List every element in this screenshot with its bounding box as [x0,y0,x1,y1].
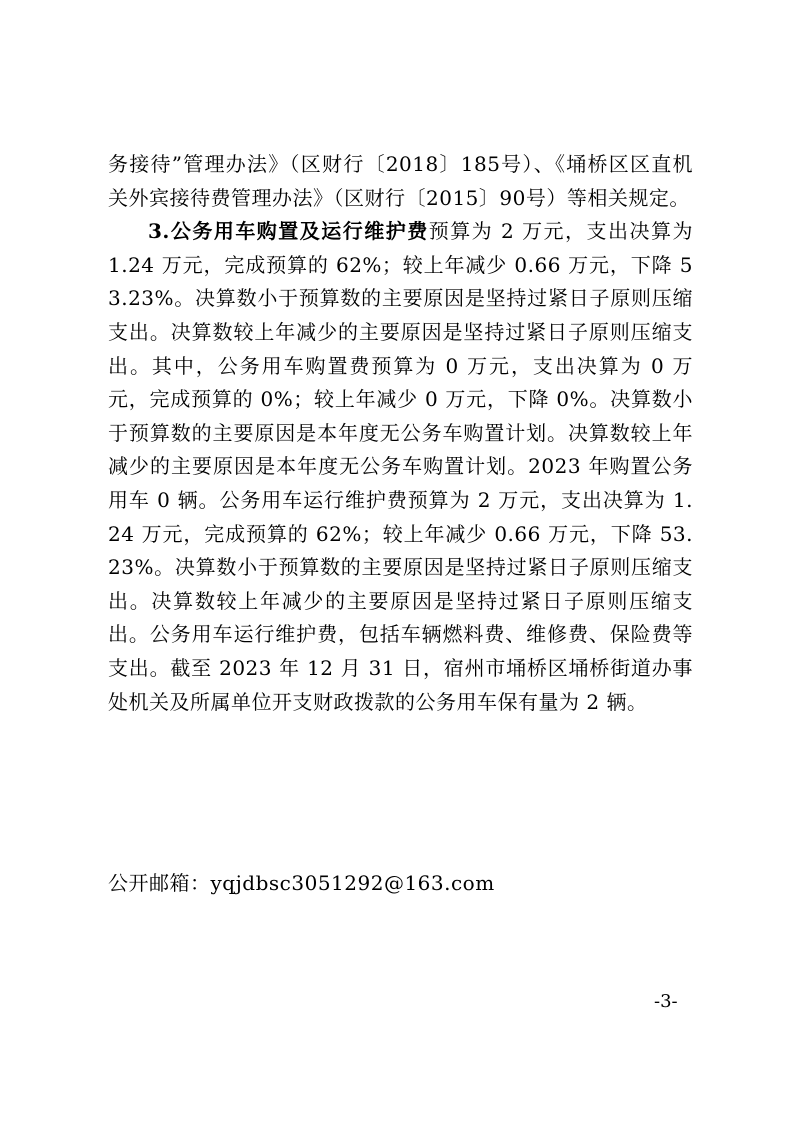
page-number: -3- [654,991,678,1012]
section-3-body: 预算为 2 万元，支出决算为 1.24 万元，完成预算的 62%；较上年减少 0.66 万元，下降 53.23%。决算数小于预算数的主要原因是坚持过紧日子原则压缩支出。决算数较上年减少的主要原因是坚持过紧日子原则压缩支出。其中，公务用车购置费预算为 0 万元，支出决算为 0 万元，完成预算的 0%；较上年减少 0 万元，下降 0%。决算数小于预算数的主要原因是本年度无公务车购置计划。决算数较上年减少的主要原因是本年度无公务车购置计划。2023 年购置公务用车 0 辆。公务用车运行维护费预算为 2 万元，支出决算为 1.24 万元，完成预算的 62%；较上年减少 0.66 万元，下降 53.23%。决算数小于预算数的主要原因是坚持过紧日子原则压缩支出。决算数较上年减少的主要原因是坚持过紧日子原则压缩支出。公务用车运行维护费，包括车辆燃料费、维修费、保险费等支出。截至 2023 年 12 月 31 日，宿州市埇桥区埇桥街道办事处机关及所属单位开支财政拨款的公务用车保有量为 2 辆。 [108,219,693,714]
paragraph-continued: 务接待”管理办法》（区财行〔2018〕185号）、《埇桥区区直机关外宾接待费管理办法》（区财行〔2015〕90号）等相关规定。 [108,152,693,210]
contact-email-address[interactable]: yqjdbsc3051292@163.com [210,871,495,895]
contact-email-line [108,867,495,900]
section-3-paragraph [108,215,693,719]
contact-email-label: 公开邮箱： [108,871,211,895]
document-body [108,148,693,719]
section-3-heading: 3.公务用车购置及运行维护费 [148,219,429,244]
